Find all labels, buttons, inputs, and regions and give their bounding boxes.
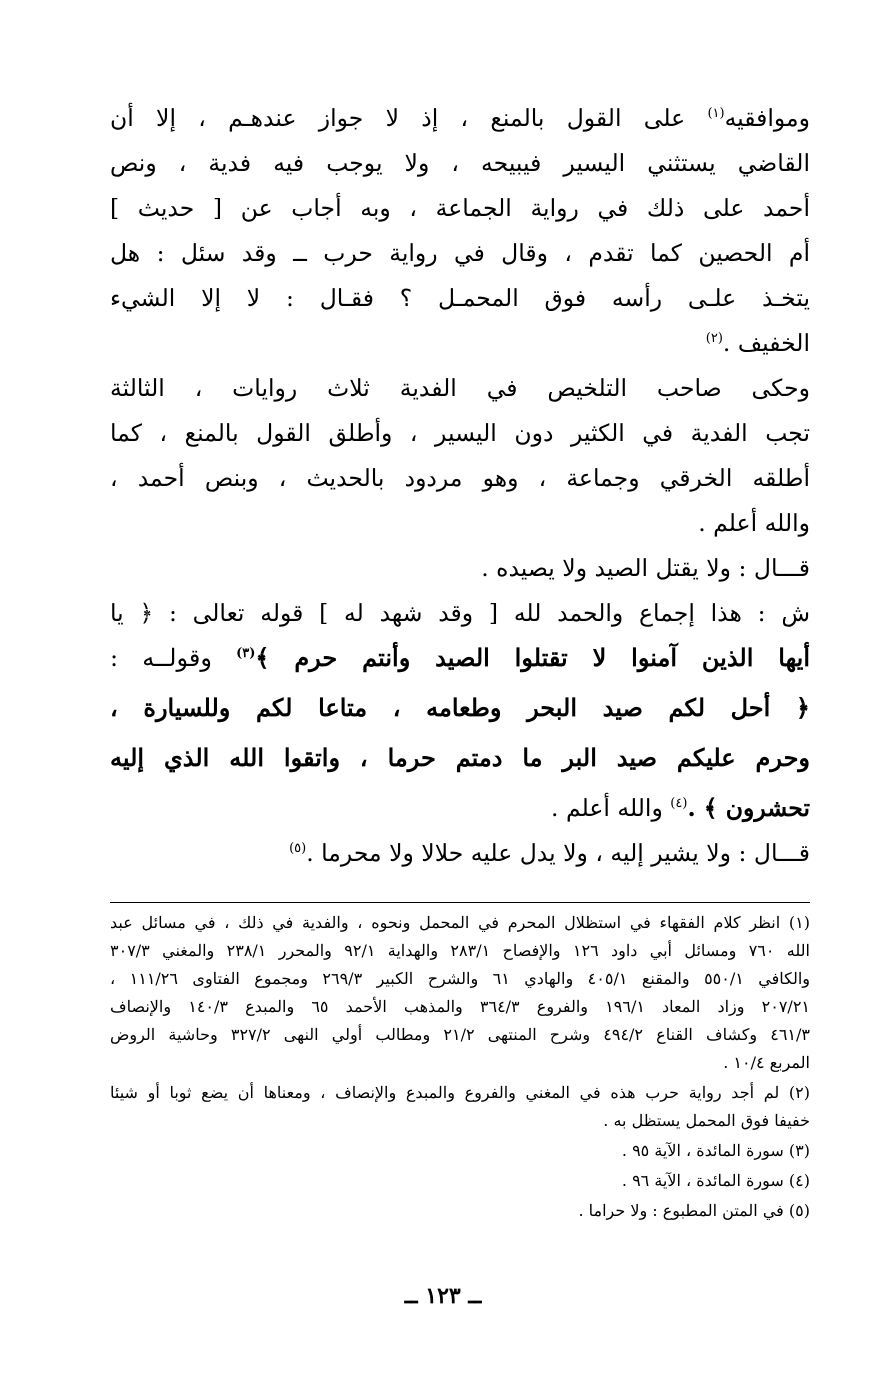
footnote-line: والكافي ٥٥٠/١ والمقنع ٤٠٥/١ والهادي ٦١ والشرح الكبير ٢٦٩/٣ ومجموع الفتاوى ١١١/٢٦ ، <box>110 969 811 988</box>
footnote-line: (٤) سورة المائدة ، الآية ٩٦ . <box>621 1171 810 1190</box>
body-line: وموافقيه$^{(١)}$ على القول بالمنع ، إذ لا جواز عندهـم ، إلا أن <box>110 104 810 132</box>
body-line: ش : هذا إجماع والحمد لله [ وقد شهد له ] قوله تعالى : ﴿ يا <box>110 599 810 627</box>
body-line: القاضي يستثني اليسير فيبيحه ، ولا يوجب فيه فدية ، ونص <box>110 149 810 177</box>
footnote-line: ٢٠٧/٢١ وزاد المعاد ١٩٦/١ والفروع ٣٦٤/٣ والمذهب الأحمد ٦٥ والمبدع ١٤٠/٣ والإنصاف <box>110 997 810 1016</box>
body-line: قـــال : ولا يقتل الصيد ولا يصيده . <box>481 554 810 582</box>
footnote-line: (٣) سورة المائدة ، الآية ٩٥ . <box>621 1141 810 1160</box>
body-line: أم الحصين كما تقدم ، وقال في رواية حرب ــ وقد سئل : هل <box>110 239 810 267</box>
quran-verse-line: تحشرون ﴾ .$^{(٤)}$ والله أعلم . <box>551 794 810 822</box>
page-number: ــ ١٢٣ ــ <box>404 1283 482 1309</box>
body-line: تجب الفدية في الكثير دون اليسير ، وأطلق القول بالمنع ، كما <box>110 419 810 447</box>
footnote-divider <box>110 902 810 903</box>
footnote-line: ٤٦١/٣ وكشاف القناع ٤٩٤/٢ وشرح المنتهى ٢١/٢ ومطالب أولي النهى ٣٢٧/٢ وحاشية الروض <box>110 1025 810 1044</box>
footnote-line: (١) انظر كلام الفقهاء في استظلال المحرم في المحمل ونحوه ، والفدية في ذلك ، في مسائل عبد <box>110 913 810 932</box>
body-line: وحكى صاحب التلخيص في الفدية ثلاث روايات ، الثالثة <box>110 374 810 402</box>
body-line: الخفيف .$^{(٢)}$ <box>705 329 810 357</box>
footnote-line: (٢) لم أجد رواية حرب هذه في المغني والفروع والمبدع والإنصاف ، ومعناها أن يضع ثوبا أو شيئا <box>110 1083 810 1102</box>
quran-verse-line: ﴿ أحل لكم صيد البحر وطعامه ، متاعا لكم وللسيارة ، <box>110 693 810 722</box>
body-line: قـــال : ولا يشير إليه ، ولا يدل عليه حلالا ولا محرما .$^{(٥)}$ <box>289 839 810 867</box>
footnote-line: خفيفا فوق المحمل يستظل به . <box>603 1111 810 1130</box>
footnote-line: الله ٧٦٠ ومسائل أبي داود ١٢٦ والإفصاح ٢٨٣/١ والهداية ٩٢/١ والمحرر ٢٣٨/١ والمغني ٣٠٧/٣ <box>110 941 811 960</box>
body-line: والله أعلم . <box>698 509 810 537</box>
body-line: أحمد على ذلك في رواية الجماعة ، وبه أجاب عن [ حديث ] <box>110 194 810 222</box>
body-line: يتخـذ علـى رأسه فوق المحمـل ؟ فقـال : لا إلا الشيء <box>110 284 810 312</box>
footnote-line: (٥) في المتن المطبوع : ولا حراما . <box>578 1201 810 1220</box>
quran-verse-line: وحرم عليكم صيد البر ما دمتم حرما ، واتقوا الله الذي إليه <box>110 743 810 772</box>
body-line: أطلقه الخرقي وجماعة ، وهو مردود بالحديث ، وبنص أحمد ، <box>110 464 810 492</box>
footnote-line: المربع ١٠/٤ . <box>723 1053 810 1072</box>
quran-verse-line: أيها الذين آمنوا لا تقتلوا الصيد وأنتم حرم ﴾$^{(٣)}$ وقولــه : <box>110 643 811 672</box>
